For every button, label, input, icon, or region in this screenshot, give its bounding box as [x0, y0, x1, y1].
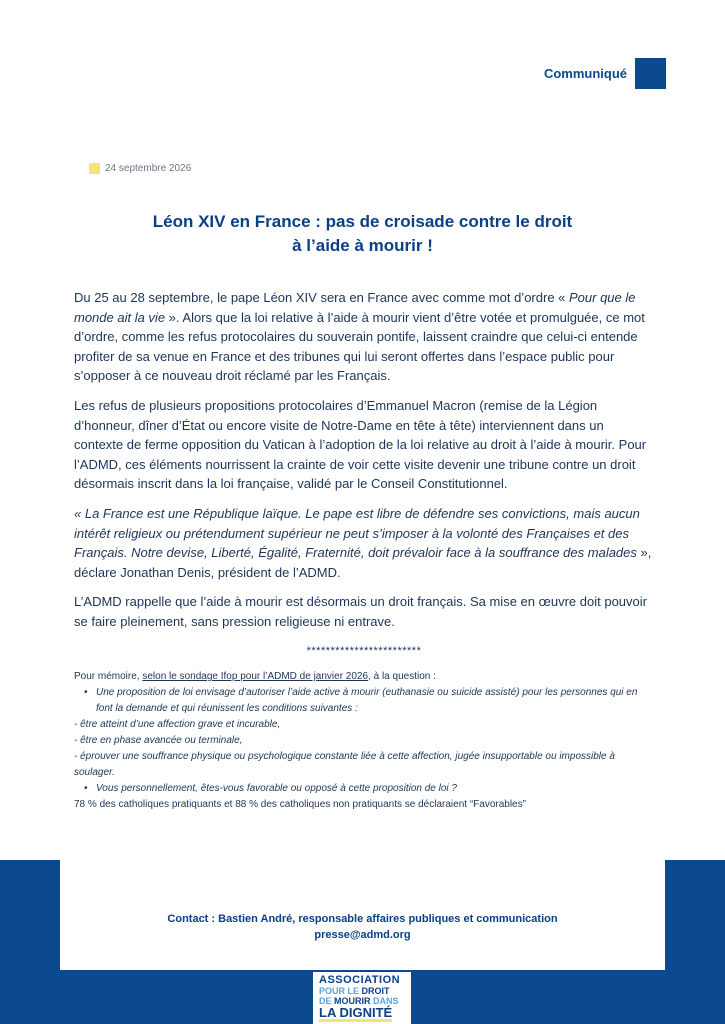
memo-condition-1	[74, 717, 654, 733]
paragraph-1-motto: Pour que le monde ait la vie	[74, 290, 636, 325]
paragraph-1-text-b: ». Alors que la loi relative à l’aide à mourir vient d’être votée et promulguée, ce mot d’ordre, comme les refus protocolaires du souverain pontife, laissent craindre que celui-ci entende profiter de sa venue en France et des tribunes qui lui seront offertes dans l’espace public pour s’opposer à ce nouveau droit réclamé par les Français.	[74, 309, 645, 384]
logo-line-1: ASSOCIATION	[319, 973, 401, 986]
memo-bullet-2-text: Vous personnellement, êtes-vous favorable ou opposé à cette proposition de loi ?	[96, 783, 457, 795]
logo-line-4: LA DIGNITÉ	[319, 1004, 393, 1020]
publication-date: 24 septembre 2026	[105, 163, 192, 174]
poll-reminder	[74, 669, 654, 813]
memo-result: 78 % des catholiques pratiquants et 88 % des catholiques non pratiquants se déclaraient “Favorables”	[74, 799, 526, 811]
separator: ************************	[306, 644, 422, 657]
memo-bullet-1-text: Une proposition de loi envisage d’autoriser l’aide active à mourir (euthanasie ou suicide assisté) pour les personnes qui en font la demande et qui réunissent les conditions suivantes :	[96, 687, 638, 715]
memo-intro	[74, 669, 654, 685]
memo-condition-1-text: - être atteint d’une affection grave et incurable,	[74, 719, 281, 731]
memo-question-list	[74, 685, 654, 717]
date-marker-icon	[89, 163, 100, 174]
poll-link[interactable]: selon le sondage Ifop pour l’ADMD de janvier 2026	[142, 671, 369, 683]
logo-line-3-a: DE	[319, 995, 335, 1006]
press-release-body	[74, 288, 654, 813]
paragraph-3	[74, 504, 654, 582]
memo-intro-a: Pour mémoire,	[74, 671, 143, 683]
header	[544, 58, 666, 89]
logo-line-3-c: DANS	[373, 995, 399, 1006]
title-line-1: Léon XIV en France : pas de croisade contre le droit	[152, 212, 573, 231]
logo-line-3-b: MOURIR	[334, 995, 374, 1006]
logo-line-2	[319, 986, 390, 996]
header-square-decoration	[635, 58, 666, 89]
paragraph-4: L’ADMD rappelle que l’aide à mourir est désormais un droit français. Sa mise en œuvre doit pouvoir se faire pleinement, sans pression religieuse ni entrave.	[74, 594, 647, 629]
paragraph-3-attribution: », déclare Jonathan Denis, président de l’ADMD.	[74, 545, 652, 580]
memo-question-list-2	[74, 781, 654, 797]
paragraph-2: Les refus de plusieurs propositions protocolaires d’Emmanuel Macron (remise de la Légion d’honneur, dîner d’État ou encore visite de Notre-Dame en tête à tête) interviennent dans un contexte de ferme opposition du Vatican à l’adoption de la loi relative au droit à l’aide à mourir. Pour l’ADMD, ces éléments nourrissent la crainte de voir cette visite devenir une tribune contre un droit désormais inscrit dans la loi française, validé par le Conseil Constitutionnel.	[74, 397, 647, 492]
contact-email[interactable]: presse@admd.org	[314, 929, 411, 941]
memo-intro-b: , à la question :	[368, 671, 436, 683]
title-line-2: à l’aide à mourir !	[292, 236, 433, 255]
logo-line-3	[319, 996, 399, 1006]
page-title	[60, 210, 665, 258]
paragraph-3-quote: « La France est une République laïque. Le pape est libre de défendre ses convictions, mais aucun intérêt religieux ou prétendument supérieur ne peut s’imposer à la volonté des Françaises et des Français. Notre devise, Liberté, Égalité, Fraternité, doit prévaloir face à la souffrance des malades	[74, 505, 640, 561]
admd-logo	[313, 972, 411, 1024]
memo-condition-3-text: - éprouver une souffrance physique ou psychologique constante liée à cette affection, jugée insupportable ou impossible à soulager.	[74, 751, 615, 779]
contact-line: Contact : Bastien André, responsable affaires publiques et communication	[167, 913, 558, 925]
memo-condition-2-text: - être en phase avancée ou terminale,	[74, 735, 243, 747]
date-line	[89, 163, 191, 174]
memo-condition-3	[74, 749, 654, 781]
paragraph-1	[74, 288, 654, 386]
contact-block	[60, 911, 665, 943]
document-type-label: Communiqué	[543, 66, 627, 81]
logo-line-2-b: DROIT	[361, 985, 390, 996]
logo-line-2-a: POUR LE	[319, 985, 362, 996]
memo-bullet-2	[96, 781, 654, 797]
paragraph-1-text-a: Du 25 au 28 septembre, le pape Léon XIV sera en France avec comme mot d’ordre «	[74, 290, 569, 305]
memo-bullet-1	[96, 685, 654, 717]
memo-condition-2	[74, 733, 654, 749]
